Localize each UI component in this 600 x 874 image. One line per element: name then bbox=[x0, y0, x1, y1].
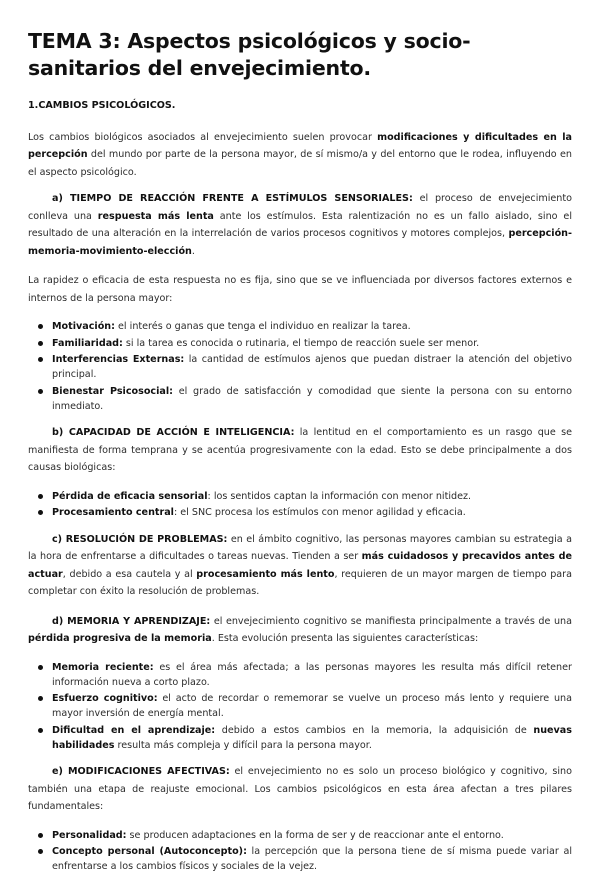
list-item: Pérdida de eficacia sensorial: los sentidos captan la información con menor nitidez. bbox=[52, 489, 572, 504]
list-biological-causes bbox=[28, 489, 572, 521]
paragraph-affective-changes: e) MODIFICACIONES AFECTIVAS: el envejecimiento no es solo un proceso biológico y cognitivo, sino también una etapa de reajuste emocional. Los cambios psicológicos en esta área afectan a tres pilares fundamentales: bbox=[28, 763, 572, 816]
section-heading: 1.CAMBIOS PSICOLÓGICOS. bbox=[28, 97, 572, 115]
paragraph-reaction-factors: La rapidez o eficacia de esta respuesta no es fija, sino que se ve influenciada por diversos factores externos e internos de la persona mayor: bbox=[28, 272, 572, 307]
list-item: Bienestar Psicosocial: el grado de satisfacción y comodidad que siente la persona con su entorno inmediato. bbox=[52, 384, 572, 414]
list-item: Esfuerzo cognitivo: el acto de recordar o rememorar se vuelve un proceso más lento y requiere una mayor inversión de energía mental. bbox=[52, 691, 572, 721]
list-item: Concepto personal (Autoconcepto): la percepción que la persona tiene de sí misma puede variar al enfrentarse a los cambios físicos y sociales de la vejez. bbox=[52, 844, 572, 874]
list-memory-characteristics bbox=[28, 660, 572, 753]
list-item: Familiaridad: si la tarea es conocida o rutinaria, el tiempo de reacción suele ser menor. bbox=[52, 336, 572, 351]
list-reaction-factors bbox=[28, 319, 572, 414]
list-item: Personalidad: se producen adaptaciones en la forma de ser y de reaccionar ante el entorno. bbox=[52, 828, 572, 843]
paragraph-problem-solving: c) RESOLUCIÓN DE PROBLEMAS: en el ámbito cognitivo, las personas mayores cambian su estrategia a la hora de enfrentarse a dificultades o tareas nuevas. Tienden a ser más cuidadosos y precavidos antes de actuar, debido a esa cautela y al procesamiento más lento, requieren de un mayor margen de tiempo para completar con éxito la resolución de problemas. bbox=[28, 531, 572, 601]
list-item: Dificultad en el aprendizaje: debido a estos cambios en la memoria, la adquisición de nuevas habilidades resulta más compleja y difícil para la persona mayor. bbox=[52, 723, 572, 753]
list-item: Motivación: el interés o ganas que tenga el individuo en realizar la tarea. bbox=[52, 319, 572, 334]
intro-paragraph: Los cambios biológicos asociados al envejecimiento suelen provocar modificaciones y dificultades en la percepción del mundo por parte de la persona mayor, de sí mismo/a y del entorno que le rodea, influyendo en el aspecto psicológico. bbox=[28, 129, 572, 182]
list-item: Interferencias Externas: la cantidad de estímulos ajenos que puedan distraer la atención del objetivo principal. bbox=[52, 352, 572, 382]
paragraph-action-capacity: b) CAPACIDAD DE ACCIÓN E INTELIGENCIA: la lentitud en el comportamiento es un rasgo que se manifiesta de forma temprana y se acentúa progresivamente con la edad. Esto se debe principalmente a dos causas biológicas: bbox=[28, 424, 572, 477]
document-title: TEMA 3: Aspectos psicológicos y socio-sanitarios del envejecimiento. bbox=[28, 28, 572, 82]
paragraph-reaction-time: a) TIEMPO DE REACCIÓN FRENTE A ESTÍMULOS SENSORIALES: el proceso de envejecimiento conlleva una respuesta más lenta ante los estímulos. Esta ralentización no es un fallo aislado, sino el resultado de una alteración en la interrelación de varios procesos cognitivos y motores complejos, percepción-memoria-movimiento-elección. bbox=[28, 190, 572, 260]
list-affective-pillars bbox=[28, 828, 572, 874]
list-item: Procesamiento central: el SNC procesa los estímulos con menor agilidad y eficacia. bbox=[52, 505, 572, 520]
list-item: Memoria reciente: es el área más afectada; a las personas mayores les resulta más difícil retener información nueva a corto plazo. bbox=[52, 660, 572, 690]
paragraph-memory-learning: d) MEMORIA Y APRENDIZAJE: el envejecimiento cognitivo se manifiesta principalmente a través de una pérdida progresiva de la memoria. Esta evolución presenta las siguientes características: bbox=[28, 613, 572, 648]
